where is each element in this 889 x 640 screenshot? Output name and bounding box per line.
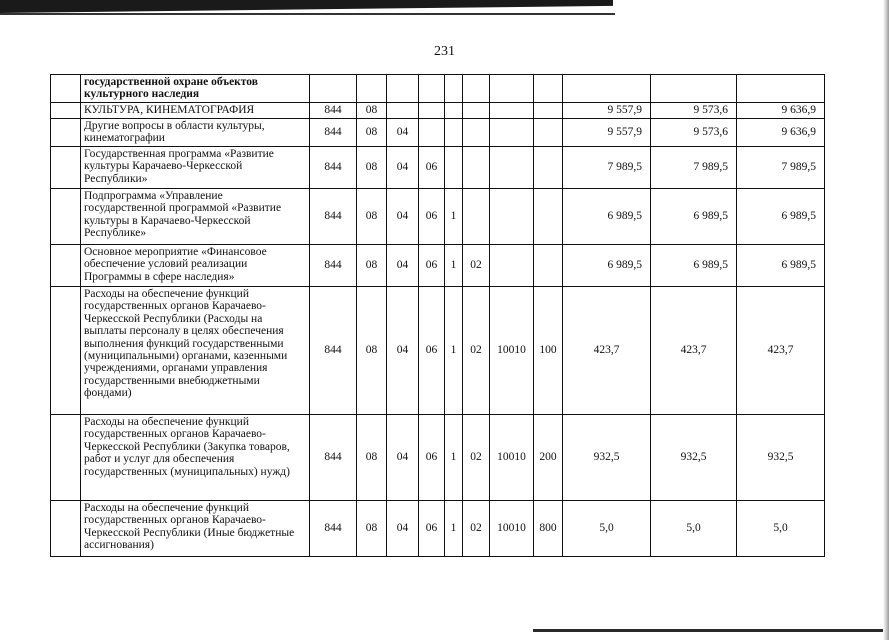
ministry-code: 844: [310, 287, 357, 415]
expense-direction-code: [490, 75, 534, 103]
subsection-code: 04: [387, 189, 419, 245]
subsection-code: 04: [387, 415, 419, 501]
amount-year-1: 423,7: [563, 287, 651, 415]
budget-table-body: [51, 75, 825, 557]
subsection-code: 04: [387, 287, 419, 415]
expense-type-code: [534, 75, 563, 103]
section-code: 08: [357, 189, 387, 245]
expense-direction-code: 10010: [490, 501, 534, 557]
table-row: [51, 119, 825, 147]
scan-line-top: [0, 13, 615, 15]
empty-cell: [51, 147, 81, 189]
scan-edge-top: [0, 0, 613, 13]
amount-year-3: 7 989,5: [737, 147, 825, 189]
subprogram-code: [445, 119, 463, 147]
expense-type-code: [534, 245, 563, 287]
amount-year-2: 9 573,6: [651, 119, 737, 147]
program-code: [419, 75, 445, 103]
program-code: [419, 103, 445, 119]
subprogram-code: 1: [445, 415, 463, 501]
section-code: 08: [357, 119, 387, 147]
section-code: 08: [357, 415, 387, 501]
amount-year-3: 6 989,5: [737, 189, 825, 245]
amount-year-2: [651, 75, 737, 103]
subsection-code: 04: [387, 245, 419, 287]
program-code: 06: [419, 147, 445, 189]
empty-cell: [51, 501, 81, 557]
ministry-code: 844: [310, 147, 357, 189]
expense-direction-code: [490, 103, 534, 119]
activity-code: 02: [463, 501, 490, 557]
subprogram-code: 1: [445, 245, 463, 287]
program-code: [419, 119, 445, 147]
subsection-code: [387, 75, 419, 103]
amount-year-2: 423,7: [651, 287, 737, 415]
table-row: [51, 287, 825, 415]
amount-year-3: 6 989,5: [737, 245, 825, 287]
activity-code: [463, 189, 490, 245]
subsection-code: [387, 103, 419, 119]
amount-year-1: 9 557,9: [563, 103, 651, 119]
expense-type-code: [534, 103, 563, 119]
section-code: 08: [357, 287, 387, 415]
expense-direction-code: [490, 147, 534, 189]
expense-type-code: [534, 147, 563, 189]
activity-code: 02: [463, 415, 490, 501]
expense-type-code: 100: [534, 287, 563, 415]
item-name: Расходы на обеспечение функций государственных органов Карачаево-Черкесской Республики (Расходы на выплаты персоналу в целях обеспечения выполнения функций государственными (муниципальными) органами, казенными учреждениями, органами управления государственными внебюджетными фондами): [81, 287, 310, 415]
page-number: 231: [434, 44, 455, 59]
item-name: Основное мероприятие «Финансовое обеспечение условий реализации Программы в сфере наследия»: [81, 245, 310, 287]
budget-table: [50, 74, 825, 557]
ministry-code: [310, 75, 357, 103]
amount-year-3: 9 636,9: [737, 119, 825, 147]
empty-cell: [51, 415, 81, 501]
subsection-code: 04: [387, 501, 419, 557]
scan-line-bottom: [533, 629, 883, 632]
empty-cell: [51, 189, 81, 245]
expense-direction-code: 10010: [490, 287, 534, 415]
section-code: 08: [357, 501, 387, 557]
program-code: 06: [419, 245, 445, 287]
ministry-code: 844: [310, 189, 357, 245]
subprogram-code: [445, 103, 463, 119]
expense-direction-code: [490, 245, 534, 287]
expense-direction-code: [490, 189, 534, 245]
table-row: [51, 415, 825, 501]
amount-year-1: 7 989,5: [563, 147, 651, 189]
amount-year-1: 5,0: [563, 501, 651, 557]
subsection-code: 04: [387, 147, 419, 189]
amount-year-2: 5,0: [651, 501, 737, 557]
item-name: государственной охране объектов культурного наследия: [81, 75, 310, 103]
amount-year-1: 9 557,9: [563, 119, 651, 147]
empty-cell: [51, 103, 81, 119]
amount-year-3: 932,5: [737, 415, 825, 501]
item-name: Расходы на обеспечение функций государственных органов Карачаево-Черкесской Республики (Иные бюджетные ассигнования): [81, 501, 310, 557]
amount-year-3: 5,0: [737, 501, 825, 557]
amount-year-3: 9 636,9: [737, 103, 825, 119]
amount-year-1: [563, 75, 651, 103]
activity-code: [463, 119, 490, 147]
amount-year-2: 932,5: [651, 415, 737, 501]
subprogram-code: 1: [445, 287, 463, 415]
expense-type-code: [534, 119, 563, 147]
subprogram-code: 1: [445, 501, 463, 557]
table-row: [51, 245, 825, 287]
table-row: [51, 189, 825, 245]
empty-cell: [51, 245, 81, 287]
expense-direction-code: [490, 119, 534, 147]
table-row: [51, 75, 825, 103]
activity-code: [463, 103, 490, 119]
item-name: Государственная программа «Развитие культуры Карачаево-Черкесской Республики»: [81, 147, 310, 189]
amount-year-1: 932,5: [563, 415, 651, 501]
subsection-code: 04: [387, 119, 419, 147]
subprogram-code: [445, 75, 463, 103]
section-code: [357, 75, 387, 103]
item-name: Подпрограмма «Управление государственной программой «Развитие культуры в Карачаево-Черкесской Республике»: [81, 189, 310, 245]
amount-year-1: 6 989,5: [563, 245, 651, 287]
amount-year-1: 6 989,5: [563, 189, 651, 245]
table-row: [51, 501, 825, 557]
amount-year-2: 7 989,5: [651, 147, 737, 189]
empty-cell: [51, 287, 81, 415]
amount-year-2: 6 989,5: [651, 189, 737, 245]
activity-code: 02: [463, 287, 490, 415]
item-name: Расходы на обеспечение функций государственных органов Карачаево-Черкесской Республики (Закупка товаров, работ и услуг для обеспечения государственных (муниципальных) нужд): [81, 415, 310, 501]
item-name: Другие вопросы в области культуры, кинематографии: [81, 119, 310, 147]
program-code: 06: [419, 501, 445, 557]
program-code: 06: [419, 415, 445, 501]
expense-type-code: [534, 189, 563, 245]
section-code: 08: [357, 103, 387, 119]
ministry-code: 844: [310, 415, 357, 501]
expense-direction-code: 10010: [490, 415, 534, 501]
section-code: 08: [357, 147, 387, 189]
ministry-code: 844: [310, 103, 357, 119]
section-code: 08: [357, 245, 387, 287]
empty-cell: [51, 119, 81, 147]
item-name: КУЛЬТУРА, КИНЕМАТОГРАФИЯ: [81, 103, 310, 119]
ministry-code: 844: [310, 245, 357, 287]
amount-year-2: 6 989,5: [651, 245, 737, 287]
subprogram-code: [445, 147, 463, 189]
expense-type-code: 200: [534, 415, 563, 501]
ministry-code: 844: [310, 501, 357, 557]
expense-type-code: 800: [534, 501, 563, 557]
scan-edge-right: [883, 0, 889, 640]
amount-year-3: 423,7: [737, 287, 825, 415]
activity-code: [463, 147, 490, 189]
table-row: [51, 103, 825, 119]
amount-year-3: [737, 75, 825, 103]
ministry-code: 844: [310, 119, 357, 147]
amount-year-2: 9 573,6: [651, 103, 737, 119]
table-row: [51, 147, 825, 189]
activity-code: 02: [463, 245, 490, 287]
subprogram-code: 1: [445, 189, 463, 245]
program-code: 06: [419, 287, 445, 415]
program-code: 06: [419, 189, 445, 245]
empty-cell: [51, 75, 81, 103]
activity-code: [463, 75, 490, 103]
